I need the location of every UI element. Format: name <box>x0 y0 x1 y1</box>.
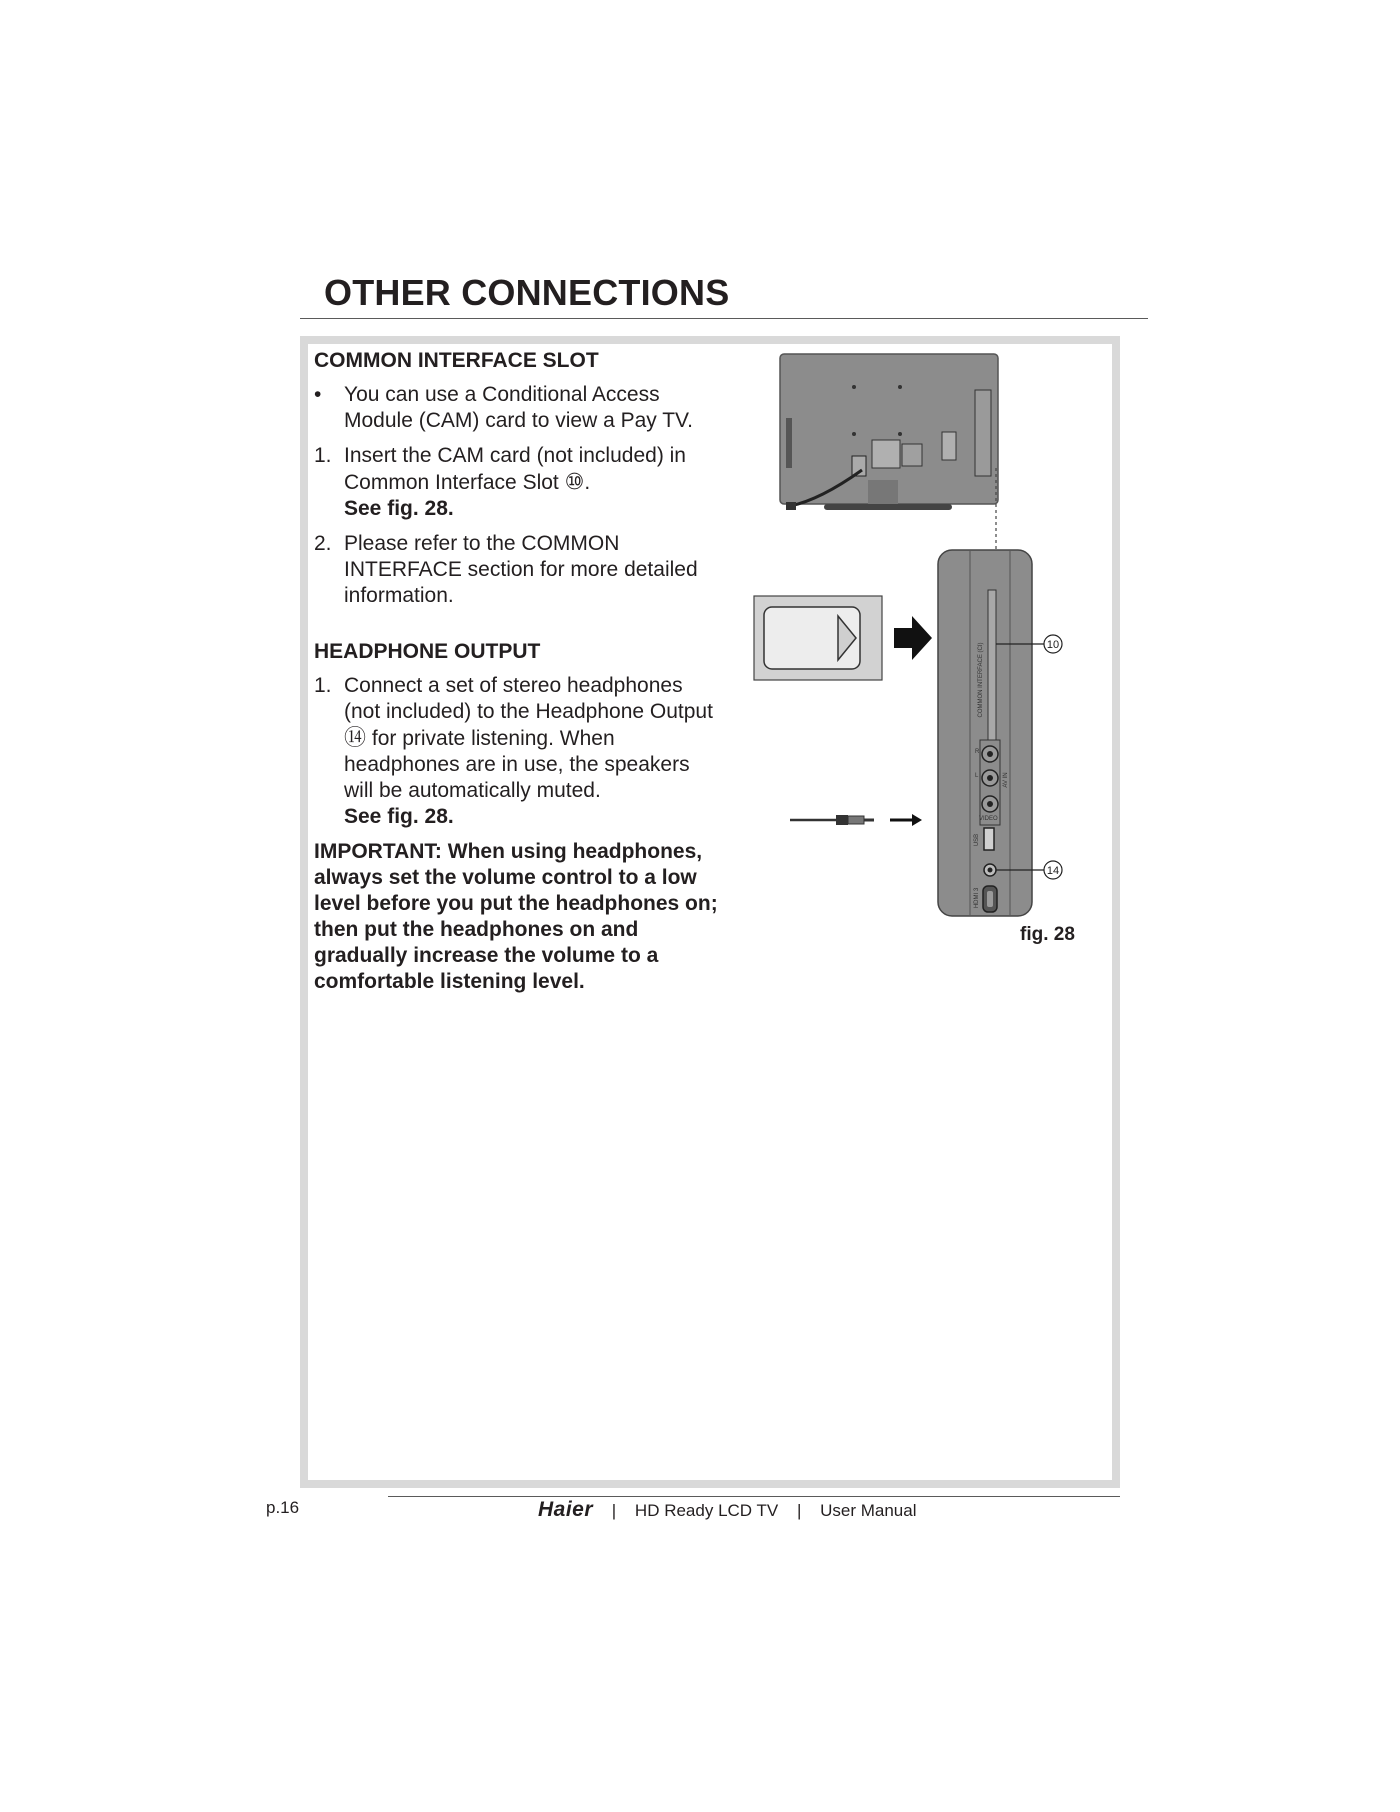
figure-caption: fig. 28 <box>1020 924 1075 945</box>
panel-label-av-in: AV IN <box>1003 772 1009 788</box>
ci-bullet-item <box>314 382 724 434</box>
footer-separator: | <box>796 1501 802 1520</box>
footer-separator: | <box>611 1501 617 1520</box>
ci-step-1 <box>314 443 724 522</box>
footer-product: HD Ready LCD TV <box>634 1501 779 1520</box>
step-number: 2. <box>314 532 332 555</box>
panel-label-l: L <box>975 773 979 779</box>
bullet-marker: • <box>314 383 322 406</box>
see-fig-reference: See fig. 28. <box>344 497 454 520</box>
hp-step-1-text-cont: for private listening. When headphones are in use, the speakers will be automatically muted. <box>344 727 690 802</box>
hp-step-1 <box>314 673 724 830</box>
important-note: IMPORTANT: When using headphones, always set the volume control to a low level before you put the headphones on; then put the headphones on and gradually increase the volume to a comfortable listening level. <box>314 840 718 993</box>
footer <box>538 1498 916 1522</box>
page-title: OTHER CONNECTIONS <box>324 272 730 313</box>
step-number: 1. <box>314 674 332 697</box>
brand-logo: Haier <box>538 1498 594 1521</box>
footer-doc: User Manual <box>820 1501 917 1520</box>
ci-step-1-period: . <box>584 471 591 494</box>
side-panel-drawing <box>938 550 1032 916</box>
callout-ref-10: ⑩ <box>564 469 585 494</box>
panel-label-ci: COMMON INTERFACE (CI) <box>978 642 984 718</box>
title-divider <box>300 318 1148 319</box>
panel-label-video: VIDEO <box>979 816 998 822</box>
panel-label-hdmi: HDMI 3 <box>974 887 980 909</box>
callout-ref-14: ⑭ <box>344 725 367 750</box>
footer-divider <box>388 1496 1120 1497</box>
ci-bullet-text: You can use a Conditional Access Module (CAM) card to view a Pay TV. <box>344 383 693 432</box>
ci-step-1-text: Insert the CAM card (not included) in Common Interface Slot <box>344 444 686 494</box>
callout-14-label: 14 <box>1046 865 1060 877</box>
fig-28-illustration <box>750 350 1090 950</box>
text-column <box>314 348 724 995</box>
ci-step-2-text: Please refer to the COMMON INTERFACE section for more detailed information. <box>344 532 698 607</box>
step-number: 1. <box>314 444 332 467</box>
common-interface-heading: COMMON INTERFACE SLOT <box>314 349 599 372</box>
cam-card-drawing <box>754 596 932 680</box>
hp-step-1-text: Connect a set of stereo headphones (not included) to the Headphone Output <box>344 674 713 723</box>
panel-label-r: R <box>975 749 980 755</box>
page-number: p.16 <box>266 1498 300 1517</box>
panel-label-usb: USB <box>974 833 980 847</box>
ci-step-2 <box>314 531 724 609</box>
see-fig-reference: See fig. 28. <box>344 805 454 828</box>
headphone-heading: HEADPHONE OUTPUT <box>314 640 541 663</box>
headphone-plug-drawing <box>790 814 922 826</box>
tv-back-drawing <box>780 354 998 550</box>
callout-10-label: 10 <box>1046 639 1060 651</box>
